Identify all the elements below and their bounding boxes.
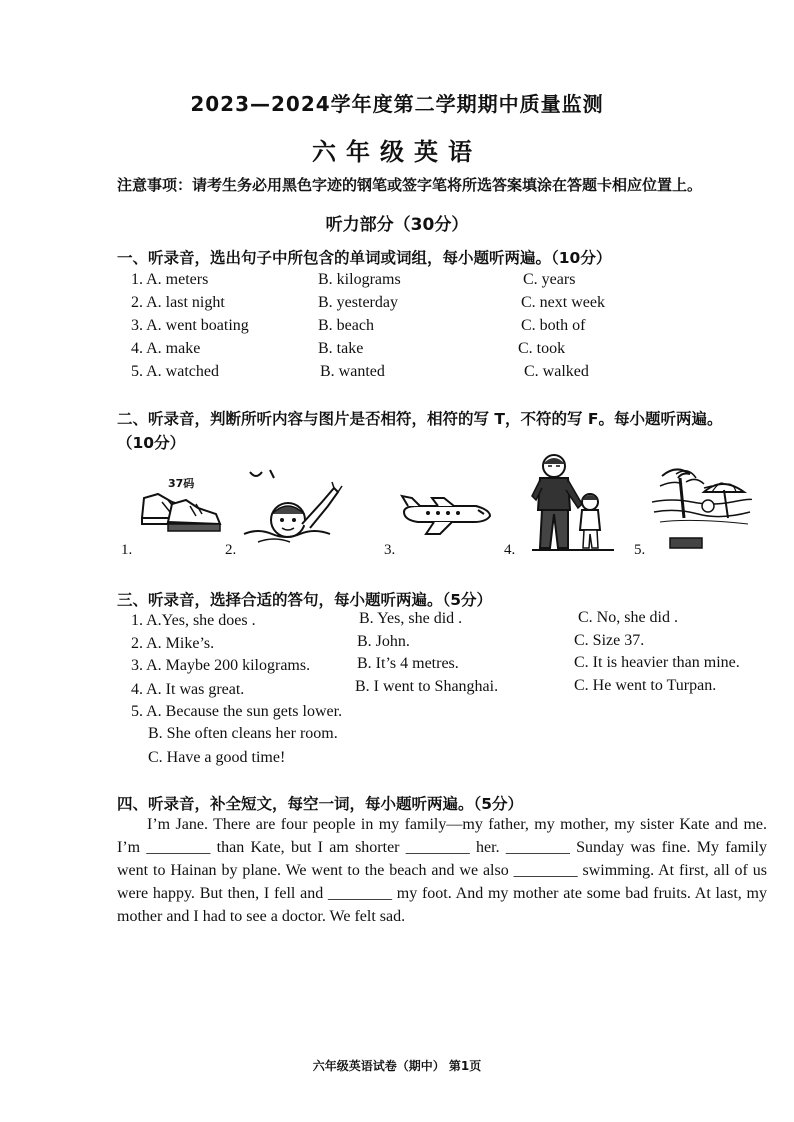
option: B. wanted — [320, 363, 385, 380]
picture-number: 3. — [384, 542, 396, 558]
option: C. He went to Turpan. — [574, 677, 717, 694]
airplane-icon — [398, 492, 494, 538]
option: C. No, she did . — [578, 609, 678, 626]
option: C. next week — [521, 294, 605, 311]
section1-heading: 一、听录音，选出句子中所包含的单词或词组，每小题听两遍。（10分） — [117, 249, 612, 267]
option: C. walked — [524, 363, 589, 380]
option: B. It’s 4 metres. — [357, 655, 459, 672]
option: 3. A. went boating — [131, 317, 249, 334]
option: C. took — [518, 340, 566, 357]
option: B. John. — [357, 633, 410, 650]
father-son-icon — [528, 452, 618, 556]
option: 5. A. watched — [131, 363, 219, 380]
beach-icon — [652, 462, 752, 554]
page-footer: 六年级英语试卷（期中） 第1页 — [312, 1059, 482, 1073]
option: 4. A. It was great. — [131, 681, 245, 698]
section4-heading: 四、听录音，补全短文，每空一词，每小题听两遍。（5分） — [117, 795, 524, 813]
option: B. Yes, she did . — [359, 610, 463, 627]
exam-notice: 注意事项：请考生务必用黑色字迹的钢笔或签字笔将所选答案填涂在答题卡相应位置上。 — [117, 176, 703, 194]
option: 3. A. Maybe 200 kilograms. — [131, 657, 311, 674]
option: C. years — [523, 271, 576, 288]
cloze-passage — [117, 813, 767, 928]
option: C. Have a good time! — [148, 749, 286, 766]
picture-number: 2. — [225, 542, 237, 558]
shoe-size-label: 37码 — [168, 477, 195, 490]
listening-part-title: 听力部分（30分） — [325, 215, 469, 235]
option: B. yesterday — [318, 294, 398, 311]
shoes-icon — [138, 488, 224, 534]
picture-number: 1. — [121, 542, 133, 558]
option: B. beach — [318, 317, 374, 334]
picture-number: 5. — [634, 542, 646, 558]
section3-heading: 三、听录音，选择合适的答句，每小题听两遍。（5分） — [117, 591, 493, 609]
option: C. Size 37. — [574, 632, 645, 649]
option: B. She often cleans her room. — [148, 725, 338, 742]
option: 2. A. last night — [131, 294, 225, 311]
option: B. I went to Shanghai. — [355, 678, 499, 695]
option: 2. A. Mike’s. — [131, 635, 215, 652]
option: C. It is heavier than mine. — [574, 654, 740, 671]
picture-number: 4. — [504, 542, 516, 558]
option: B. take — [318, 340, 364, 357]
exam-title: 2023—2024学年度第二学期期中质量监测 — [190, 92, 604, 116]
cloze-passage-text: I’m Jane. There are four people in my family—my father, my mother, my sister Kate and me. I’m ________ than Kate, but I am shorter ________ her. ________ Sunday was fine. My family went to Hainan by plane. We went to the beach and we also ________ swimming. At first, all of us were happy. But then, I fell and ________ my foot. And my mother ate some bad fruits. At last, my mother and I had to see a doctor. We felt sad. — [117, 816, 767, 925]
section2-heading-points: （10分） — [117, 434, 186, 452]
option: 1. A. meters — [131, 271, 209, 288]
option: 5. A. Because the sun gets lower. — [131, 703, 343, 720]
option: 1. A.Yes, she does . — [131, 612, 256, 629]
option: C. both of — [521, 317, 586, 334]
exam-subtitle: 六年级英语 — [312, 138, 482, 166]
option: B. kilograms — [318, 271, 401, 288]
option: 4. A. make — [131, 340, 201, 357]
section2-heading: 二、听录音，判断所听内容与图片是否相符，相符的写 T，不符的写 F。每小题听两遍。 — [117, 410, 723, 428]
swimmer-icon — [238, 462, 348, 548]
